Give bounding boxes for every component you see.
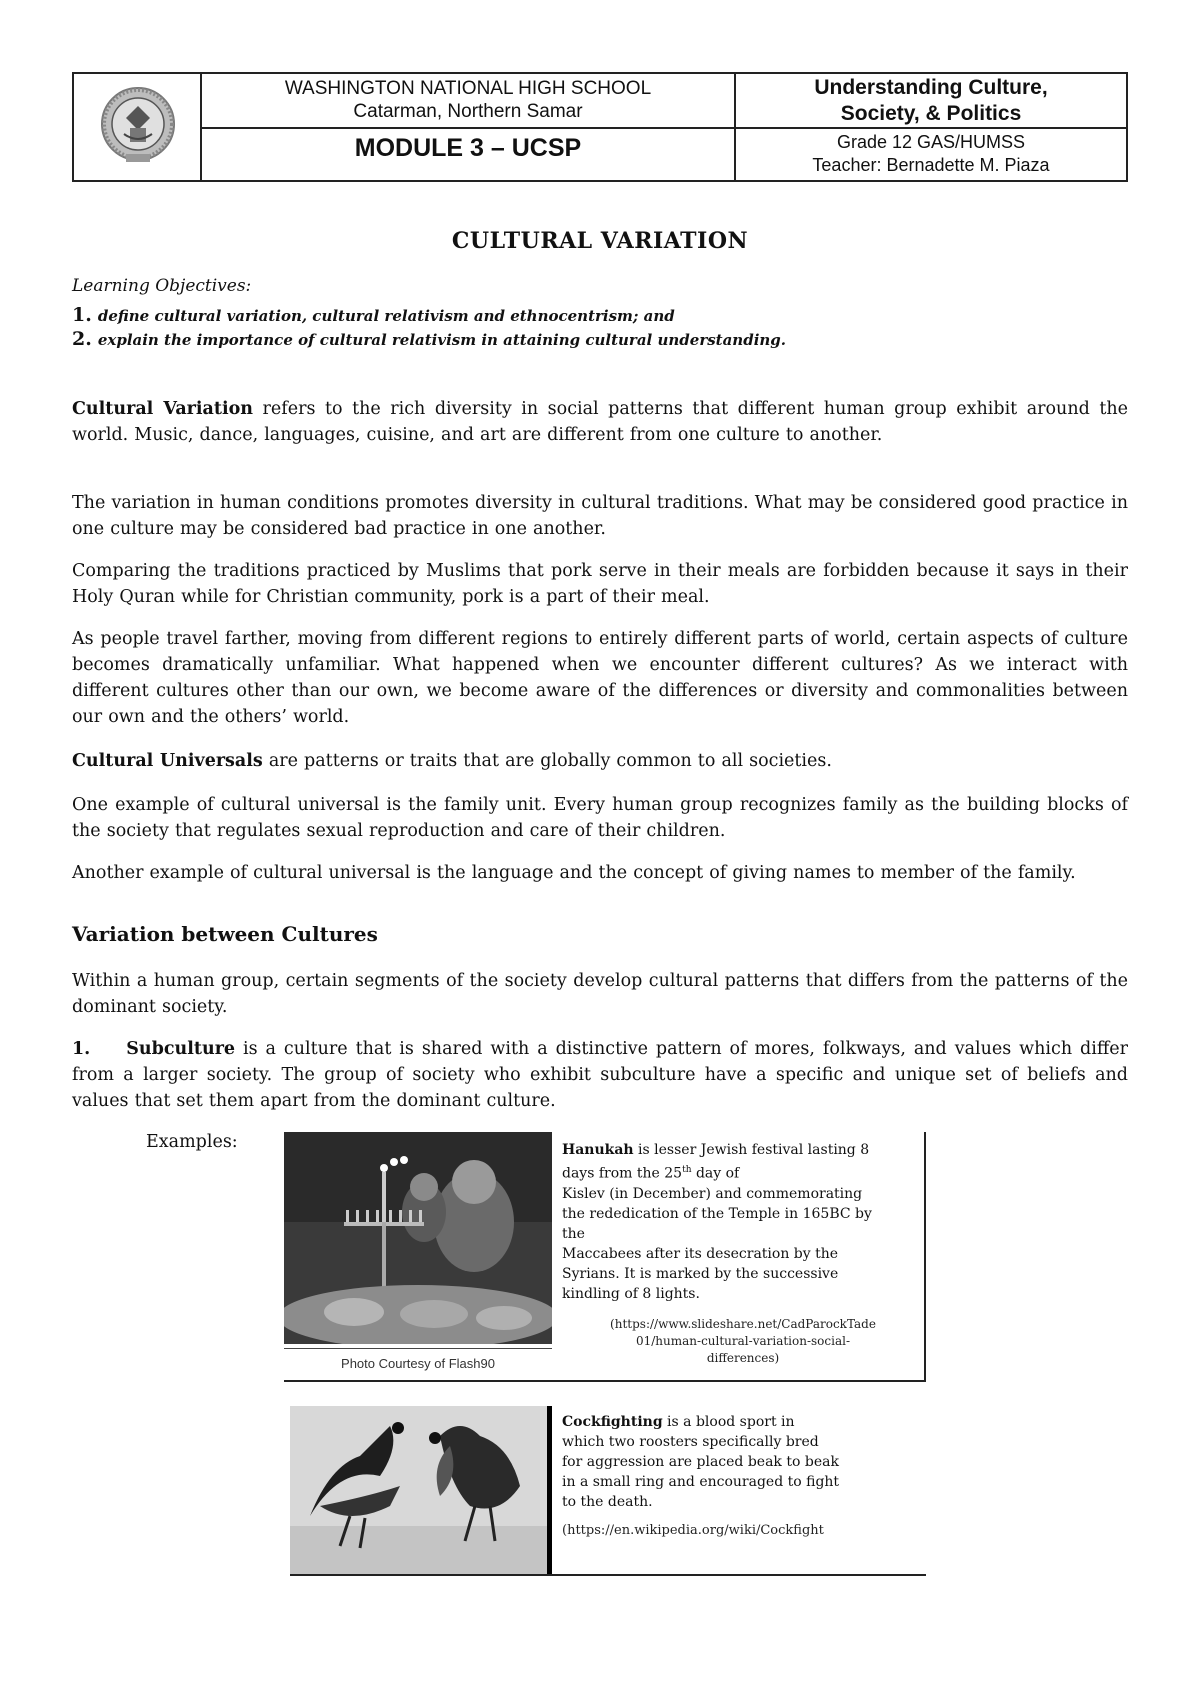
description-line: kindling of 8 lights. <box>562 1285 700 1302</box>
description-line: Kislev (in December) and commemorating <box>562 1185 863 1202</box>
cockfighting-example <box>290 1406 926 1576</box>
paragraph-text: As people travel farther, moving from different regions to entirely different parts of world, certain aspects of culture becomes dramatically unfamiliar. What happened when we encounter different cultures? As we interact with different cultures other than our own, we become aware of the differences or diversity and commonalities between our own and the others’ world. <box>72 629 1128 727</box>
logo-cell <box>74 74 202 180</box>
grade-level: Grade 12 GAS/HUMSS <box>836 132 1026 152</box>
source-line: differences) <box>706 1350 780 1365</box>
paragraph-cultural-universals <box>72 748 1128 774</box>
school-location: Catarman, Northern Samar <box>353 101 583 122</box>
superscript: th <box>682 1165 692 1175</box>
paragraph-text: Comparing the traditions practiced by Muslims that pork serve in their meals are forbidden because it says in their Holy Quran while for Christian community, pork is a part of their meal. <box>72 561 1128 607</box>
description-line: the rededication of the Temple in 165BC by <box>562 1205 872 1222</box>
description-line: the <box>562 1225 585 1242</box>
paragraph-text: is a culture that is shared with a distinctive pattern of mores, folkways, and values which differ from a larger society. The group of society who exhibit subculture have a specific and unique set of beliefs and values that set them apart from the dominant culture. <box>72 1039 1128 1111</box>
teacher-name: Teacher: Bernadette M. Piaza <box>812 155 1050 175</box>
description-line <box>562 1160 924 1184</box>
hanukkah-photo <box>284 1132 552 1344</box>
source-link[interactable]: (https://en.wikipedia.org/wiki/Cockfight <box>562 1523 824 1538</box>
description-line: Syrians. It is marked by the successive <box>562 1265 839 1282</box>
subculture-item <box>72 1036 1128 1114</box>
objective-item <box>72 328 786 350</box>
objectives-heading: Learning Objectives: <box>72 276 252 296</box>
hanukkah-example <box>284 1132 926 1382</box>
description-line: is lesser Jewish festival lasting 8 <box>633 1142 870 1158</box>
examples-label: Examples: <box>146 1132 238 1152</box>
description-line: is a blood sport in <box>662 1414 795 1430</box>
objective-number: 1. <box>72 304 92 326</box>
cockfighting-description <box>562 1412 912 1539</box>
school-seal-logo <box>100 84 176 168</box>
source-line: (https://www.slideshare.net/CadParockTade <box>610 1316 876 1331</box>
module-cell <box>202 129 736 180</box>
section-intro: Within a human group, certain segments of the society develop cultural patterns that differs from the patterns of the dominant society. <box>72 971 1128 1017</box>
cockfighting-photo <box>290 1406 552 1574</box>
description-line: in a small ring and encouraged to fight <box>562 1474 840 1490</box>
photo-credit: Photo Courtesy of Flash90 <box>284 1348 552 1379</box>
paragraph-text: refers to the rich diversity in social patterns that different human group exhibit around the world. Music, dance, languages, cuisine, and art are different from one culture to another. <box>72 399 1128 445</box>
objective-text: explain the importance of cultural relativism in attaining cultural understanding. <box>97 331 787 349</box>
item-number: 1. <box>72 1039 91 1059</box>
description-line: to the death. <box>562 1494 653 1510</box>
description-text: days from the 25 <box>562 1165 683 1182</box>
objective-item <box>72 304 675 326</box>
source-link[interactable] <box>562 1316 924 1367</box>
term-hanukkah: Hanukah <box>562 1142 634 1158</box>
term-subculture: Subculture <box>126 1039 236 1059</box>
term-cultural-universals: Cultural Universals <box>72 751 263 771</box>
hanukkah-description <box>562 1140 924 1367</box>
section-heading: Variation between Cultures <box>72 922 378 946</box>
description-line: which two roosters specifically bred <box>562 1434 819 1450</box>
objective-number: 2. <box>72 328 92 350</box>
subject-line-2: Society, & Politics <box>840 102 1022 125</box>
paragraph-text: The variation in human conditions promotes diversity in cultural traditions. What may be considered good practice in one culture may be considered bad practice in one another. <box>72 493 1128 539</box>
source-line: 01/human-cultural-variation-social- <box>635 1333 851 1348</box>
subject-cell <box>736 74 1126 129</box>
term-cockfighting: Cockfighting <box>562 1414 663 1430</box>
objective-text: define cultural variation, cultural relativism and ethnocentrism; and <box>97 307 675 325</box>
paragraph-cultural-variation <box>72 396 1128 448</box>
header-table <box>72 72 1128 182</box>
description-line: Maccabees after its desecration by the <box>562 1245 839 1262</box>
paragraph-text: Another example of cultural universal is the language and the concept of giving names to member of the family. <box>72 863 1076 883</box>
module-title: MODULE 3 – UCSP <box>354 134 582 162</box>
subject-line-1: Understanding Culture, <box>814 76 1048 99</box>
school-name: WASHINGTON NATIONAL HIGH SCHOOL <box>284 78 652 99</box>
school-cell <box>202 74 736 129</box>
grade-cell <box>736 129 1126 180</box>
term-cultural-variation: Cultural Variation <box>72 399 254 419</box>
description-line: for aggression are placed beak to beak <box>562 1454 839 1470</box>
page-title: CULTURAL VARIATION <box>451 228 749 254</box>
paragraph-text: One example of cultural universal is the family unit. Every human group recognizes family as the building blocks of the society that regulates sexual reproduction and care of their children. <box>72 795 1128 841</box>
paragraph-text: are patterns or traits that are globally common to all societies. <box>262 751 832 771</box>
description-text: day of <box>691 1165 740 1182</box>
